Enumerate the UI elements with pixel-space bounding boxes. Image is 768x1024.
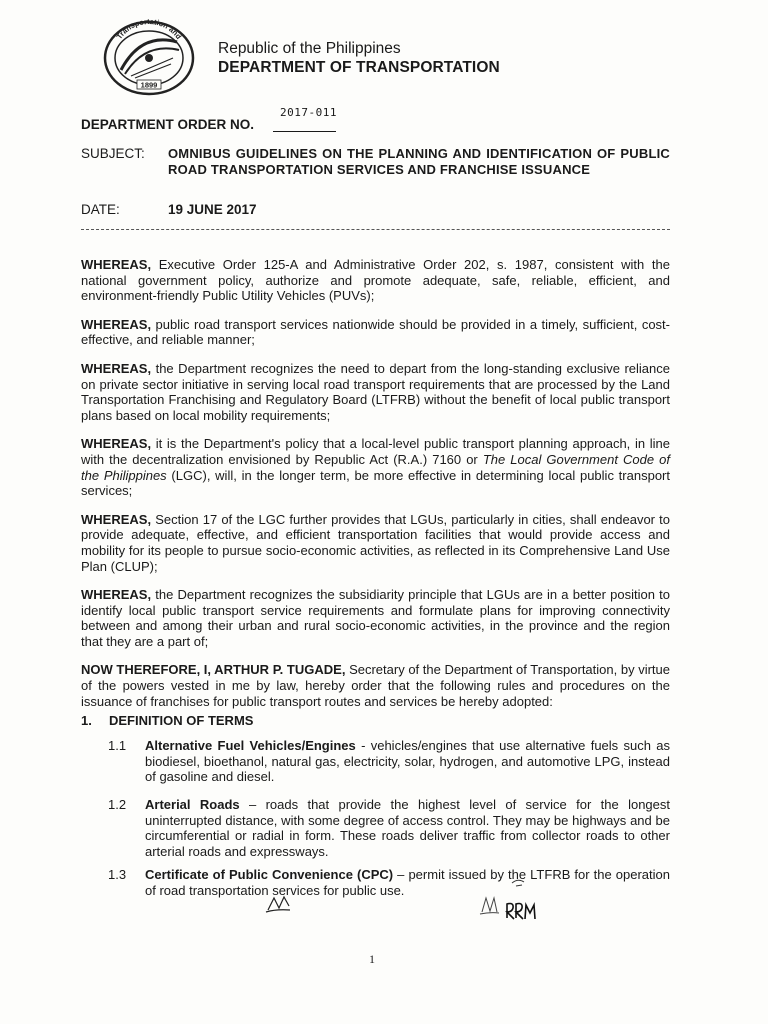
definition-text: - vehicles/engines that use alternative fuels such as biodiesel, bioethanol, natural gas, electricity, solar, hydrogen, and automotive LPG, instead of gasoline and diesel. [145, 738, 670, 785]
whereas-italic: The Local Government Code of the Philippines [81, 451, 670, 483]
order-label: DEPARTMENT ORDER NO. [81, 117, 255, 132]
whereas-text: the Department recognizes the subsidiarity principle that LGUs are in a better position to identify local public transport service requirements and formulate plans for improving connectivity between and among their urban and rural socio-economic activities, in the province and the region that they are a part of; [81, 587, 670, 649]
whereas-text: Executive Order 125-A and Administrative Order 202, s. 1987, consistent with the national government policy, authorize and promote adequate, safe, reliable, efficient, and environment-friendly Public Utility Vehicles (PUVs); [81, 257, 670, 304]
whereas-lead: WHEREAS, [81, 360, 152, 376]
section-number: 1. [81, 713, 92, 728]
definition-term: Certificate of Public Convenience (CPC) [145, 867, 394, 882]
whereas-text: the Department recognizes the need to depart from the long-standing exclusive reliance on private sector initiative in serving local road transport requirements that are processed by the Land Transportation Franchising and Regulatory Board (LTFRB) without the benefit of local public transport plans based on local mobility requirements; [81, 360, 670, 423]
seal-year: 1899 [140, 80, 158, 90]
order-number: 2017-011 [280, 106, 337, 119]
whereas-text: Secretary of the Department of Transportation, by virtue of the powers vested in me by law, hereby order that the following rules and procedures on the issuance of franchises for public transport routes and services be hereby adopted: [81, 662, 671, 709]
section-title: DEFINITION OF TERMS [109, 713, 254, 728]
whereas-lead: WHEREAS, [81, 587, 152, 603]
whereas-tail: (LGC), will, in the longer term, be more effective in determining local public transport services; [81, 467, 670, 499]
department-name: DEPARTMENT OF TRANSPORTATION [218, 59, 500, 76]
definition-number: 1.2 [108, 797, 127, 812]
now-therefore-paragraph [81, 662, 670, 709]
whereas-paragraph [81, 257, 670, 304]
agency-block [218, 40, 500, 77]
whereas-lead: WHEREAS, [81, 316, 152, 332]
date-label: DATE: [81, 202, 120, 217]
whereas-clauses [81, 244, 670, 718]
definition-item [108, 867, 670, 898]
whereas-paragraph [81, 436, 670, 498]
definition-number: 1.3 [108, 867, 127, 882]
header-divider [81, 229, 670, 230]
whereas-lead: WHEREAS, [81, 436, 152, 452]
whereas-text: it is the Department's policy that a local-level public transport planning approach, in line with the decentralization envisioned by Republic Act (R.A.) 7160 or [81, 436, 670, 467]
definition-item [108, 738, 670, 785]
whereas-paragraph [81, 587, 670, 649]
initial-mark-left [266, 897, 290, 912]
subject-text: OMNIBUS GUIDELINES ON THE PLANNING AND IDENTIFICATION OF PUBLIC ROAD TRANSPORTATION SERVICES AND FRANCHISE ISSUANCE [168, 146, 670, 177]
whereas-lead: NOW THEREFORE, I, ARTHUR P. TUGADE, [81, 662, 346, 678]
definition-term: Arterial Roads [145, 797, 240, 812]
subject-label: SUBJECT: [81, 146, 145, 161]
republic-name: Republic of the Philippines [218, 40, 401, 57]
definition-text: – permit issued by the LTFRB for the operation of road transportation services for public use. [145, 867, 670, 898]
initial-mark-right-small [480, 898, 499, 914]
definition-text: – roads that provide the highest level of service for the longest uninterrupted distance, with some degree of access control. They may be highways and be circumferential or radial in form. These roads deliver traffic from collector roads to other arterial roads and expressways. [145, 797, 670, 859]
whereas-text: public road transport services nationwide should be provided in a timely, sufficient, cost-effective, and reliable manner; [81, 316, 670, 348]
order-underline [273, 131, 336, 132]
definition-number: 1.1 [108, 738, 127, 753]
whereas-text: Section 17 of the LGC further provides that LGUs, particularly in cities, shall endeavor to provide adequate, effective, and efficient transportation facilities that would provide access and mobility for its people to pursue socio-economic activities, as reflected in its Comprehensive Land Use Plan (CLUP); [81, 511, 670, 574]
svg-text:Transportation and: Transportation and [114, 18, 184, 41]
dotc-seal-logo [101, 18, 197, 96]
page-number: 1 [369, 952, 375, 966]
whereas-lead: WHEREAS, [81, 257, 152, 272]
whereas-paragraph [81, 512, 670, 574]
whereas-lead: WHEREAS, [81, 511, 152, 527]
definition-item [108, 797, 670, 859]
definition-term: Alternative Fuel Vehicles/Engines [145, 738, 356, 753]
whereas-paragraph [81, 317, 670, 348]
whereas-paragraph [81, 361, 670, 423]
initial-mark-rrm [507, 904, 535, 920]
date-value: 19 JUNE 2017 [168, 202, 257, 217]
section-heading [81, 713, 253, 728]
